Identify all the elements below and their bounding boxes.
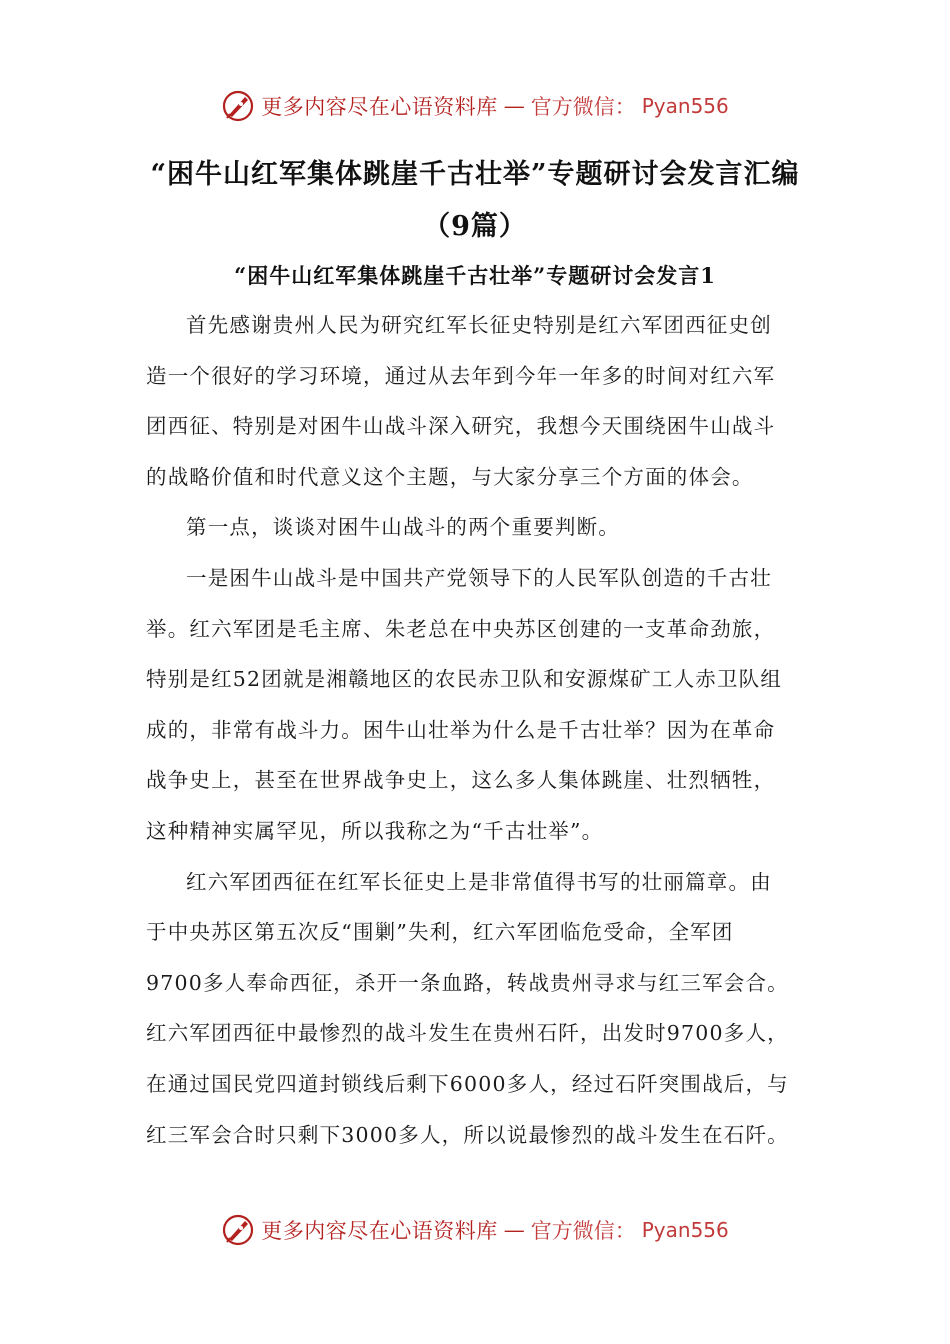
body-line: 红三军会合时只剩下3000多人，所以说最惨烈的战斗发生在石阡。: [146, 1122, 789, 1147]
body-line: 造一个很好的学习环境，通过从去年到今年一年多的时间对红六军: [146, 363, 776, 388]
body-line: 的战略价值和时代意义这个主题，与大家分享三个方面的体会。: [146, 464, 754, 489]
quill-logo-icon: [221, 89, 255, 123]
body-line: 于中央苏区第五次反“围剿”失利，红六军团临危受命，全军团: [146, 920, 734, 945]
banner-wechat-label: 官方微信：: [530, 95, 636, 119]
body-line: 9700多人奉命西征，杀开一条血路，转战贵州寻求与红三军会合。: [146, 970, 789, 995]
banner-text: 更多内容尽在心语资料库: [261, 1219, 498, 1243]
banner-wechat-id: Pyan556: [641, 94, 729, 118]
banner-dash: —: [503, 94, 525, 118]
banner-text: 更多内容尽在心语资料库: [261, 95, 498, 119]
document-title: “困牛山红军集体跳崖千古壮举”专题研讨会发言汇编: [150, 159, 800, 190]
banner-wechat-label: 官方微信：: [530, 1219, 636, 1243]
banner-dash: —: [503, 1218, 525, 1242]
body-line: 红六军团西征在红军长征史上是非常值得书写的壮丽篇章。由: [186, 869, 772, 894]
footer-banner: [0, 1208, 950, 1252]
body-line: 红六军团西征中最惨烈的战斗发生在贵州石阡，出发时9700多人，: [146, 1021, 789, 1046]
body-line: 团西征、特别是对困牛山战斗深入研究，我想今天围绕困牛山战斗: [146, 414, 776, 439]
body-line: 这种精神实属罕见，所以我称之为“千古壮举”。: [146, 818, 604, 843]
body-line: 首先感谢贵州人民为研究红军长征史特别是红六军团西征史创: [186, 313, 772, 337]
body-line: 在通过国民党四道封锁线后剩下6000多人，经过石阡突围战后，与: [146, 1071, 789, 1096]
body-line: 一是困牛山战斗是中国共产党领导下的人民军队创造的千古壮: [186, 565, 772, 590]
banner-wechat-id: Pyan556: [641, 1218, 729, 1242]
section-heading: “困牛山红军集体跳崖千古壮举”专题研讨会发言1: [234, 263, 716, 288]
document-body: [146, 300, 806, 1160]
header-banner: [0, 84, 950, 128]
body-line: 特别是红52团就是湘赣地区的农民赤卫队和安源煤矿工人赤卫队组: [146, 667, 783, 692]
body-line: 成的，非常有战斗力。困牛山壮举为什么是千古壮举？因为在革命: [146, 717, 776, 742]
document-title-count: （9篇）: [423, 211, 527, 242]
quill-logo-icon: [221, 1213, 255, 1247]
body-line: 战争史上，甚至在世界战争史上，这么多人集体跳崖、壮烈牺牲，: [146, 768, 776, 793]
body-line: 第一点，谈谈对困牛山战斗的两个重要判断。: [186, 515, 620, 540]
body-line: 举。红六军团是毛主席、朱老总在中央苏区创建的一支革命劲旅，: [146, 616, 776, 641]
